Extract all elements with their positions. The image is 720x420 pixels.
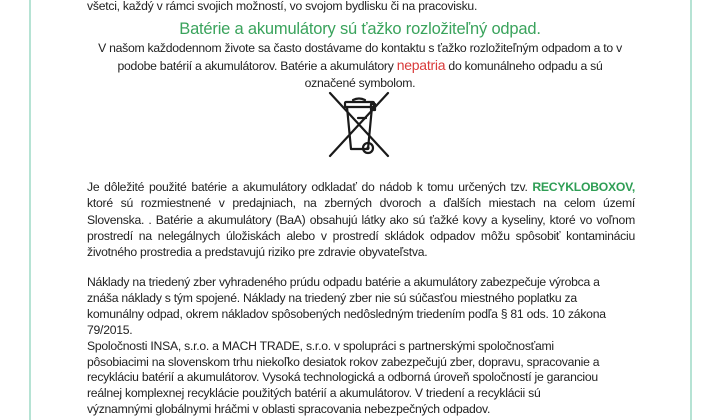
intro-tail-text: všetci, každý v rámci svojich možností, vo svojom bydlisku či na pracovisku. <box>87 0 478 13</box>
costs-paragraph <box>87 275 647 418</box>
recyclebox-line-5: životného prostredia a predstavujú riziko pre zdravie obyvateľstva. <box>87 245 428 260</box>
costs-line-5: Spoločnosti INSA, s.r.o. a MACH TRADE, s.r.o. v spolupráci s partnerskými spoločnosťami <box>87 338 554 353</box>
recyclebox-paragraph <box>87 179 635 260</box>
recykloboxov-highlight: RECYKLOBOXOV, <box>532 180 635 194</box>
costs-line-9: významnými globálnymi hráčmi v oblasti spracovania nebezpečných odpadov. <box>87 402 491 417</box>
costs-line-3: komunálny odpad, okrem nákladov spôsobených nedôsledným triedením podľa § 81 ods. 10 zákona <box>87 306 606 321</box>
recyclebox-line-2: ktoré sú rozmiestnené v predajniach, na zberných dvoroch a ďalších miestach na celom území <box>87 196 635 211</box>
intro-paragraph-line-1: V našom každodennom živote sa často dostávame do kontaktu s ťažko rozložiteľným odpadom a to v <box>98 41 622 55</box>
costs-line-4: 79/2015. <box>87 322 133 337</box>
intro-paragraph-line-3: označené symbolom. <box>304 76 416 90</box>
recyclebox-text: Je dôležité použité batérie a akumulátory odkladať do nádob k tomu určených tzv. <box>87 180 533 194</box>
intro-text: podobe batérií a akumulátorov. Batérie a akumulátory <box>117 59 397 73</box>
crossed-out-wheelie-bin-icon <box>326 90 392 160</box>
document-heading: Batérie a akumulátory sú ťažko rozložiteľný odpad. <box>179 20 541 38</box>
nepatria-highlight: nepatria <box>396 57 446 73</box>
recyclebox-line-1 <box>87 179 635 195</box>
costs-line-2: znáša náklady s tým spojené. Náklady na triedený zber nie sú súčasťou miestného poplatku za <box>87 290 577 305</box>
costs-line-1: Náklady na triedený zber vyhradeného prúdu odpadu batérie a akumulátory zabezpečuje výrobca a <box>87 275 600 289</box>
page-frame-right-border <box>690 0 692 420</box>
costs-line-7: recykláciu batérií a akumulátorov. Vysoká technologická a odborná úroveň spoločností je garanciou <box>87 370 598 385</box>
costs-line-6: pôsobiacimi na slovenskom trhu niekoľko desiatok rokov zabezpečujú zber, dopravu, spracovanie a <box>87 354 600 369</box>
intro-text: do komunálneho odpadu a sú <box>445 59 603 73</box>
page-frame-left-border <box>29 0 31 420</box>
intro-paragraph-line-2 <box>40 57 680 74</box>
recyclebox-line-4: prostredí na nelegálnych úložiskách alebo v prostredí skládok odpadov môžu spôsobiť kontamináciu <box>87 228 635 243</box>
costs-line-8: reálnej komplexnej recyklácie použitých batérií a akumulátorov. V triedení a recyklácii sú <box>87 386 541 401</box>
recyclebox-line-3: Slovenska. . Batérie a akumulátory (BaA) obsahujú látky ako sú ťažké kovy a kyseliny, ktoré vo voľnom <box>87 212 635 227</box>
